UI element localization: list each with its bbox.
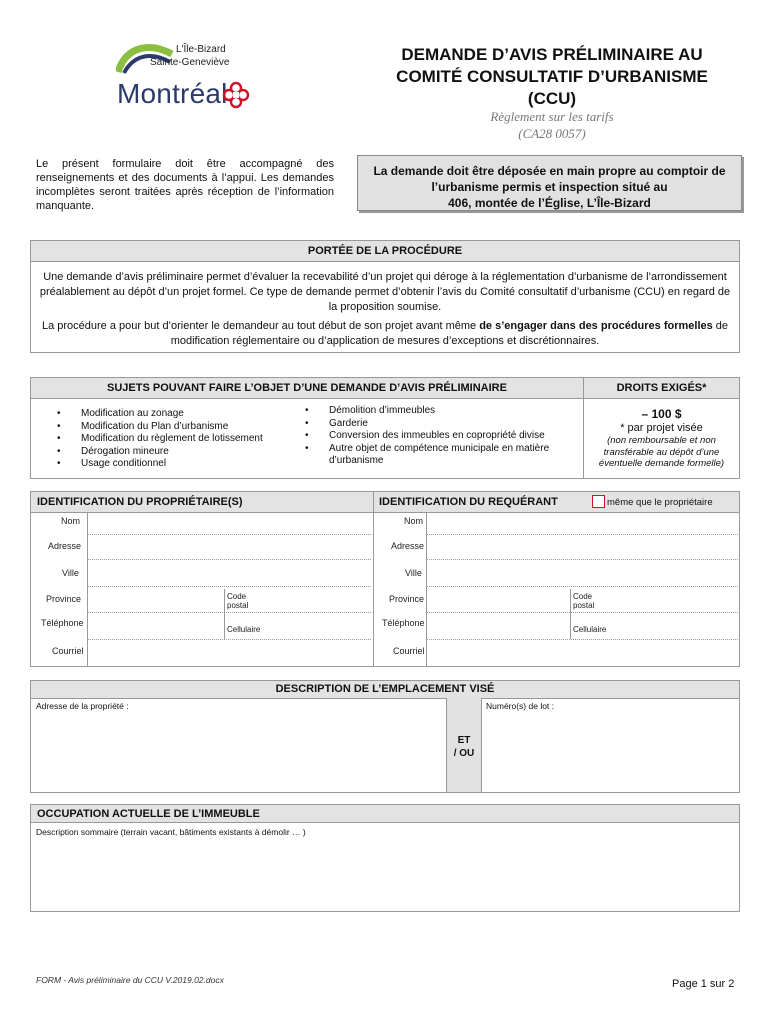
page-number: Page 1 sur 2 bbox=[672, 978, 735, 990]
sujets-section bbox=[30, 377, 740, 479]
logo-line1: L'Île-Bizard bbox=[176, 44, 226, 55]
list-item: • Dérogation mineure bbox=[57, 446, 297, 459]
portee-p2-bold: de s’engager dans des procédures formelles bbox=[479, 320, 713, 332]
requerant-code-postal-label: Code postal bbox=[573, 592, 595, 610]
requerant-header: IDENTIFICATION DU REQUÉRANT bbox=[379, 496, 558, 508]
adresse-propriete-label: Adresse de la propriété : bbox=[36, 701, 129, 711]
occupation-desc-label: Description sommaire (terrain vacant, bâtiments existants à démolir … ) bbox=[36, 827, 306, 837]
intro-text: Le présent formulaire doit être accompagné des renseignements et des documents à l’appui. Les demandes incomplètes seront traitées après réception de l’information manquante. bbox=[36, 158, 334, 212]
owner-nom-field[interactable] bbox=[87, 534, 371, 535]
footer-filename: FORM - Avis préliminaire du CCU V.2019.02.docx bbox=[36, 975, 224, 985]
requerant-courriel-label: Courriel bbox=[393, 646, 425, 656]
sujets-header: SUJETS POUVANT FAIRE L’OBJET D’UNE DEMANDE D’AVIS PRÉLIMINAIRE bbox=[31, 378, 584, 399]
logo-city: Montréal bbox=[117, 78, 228, 109]
owner-ville-field[interactable] bbox=[87, 586, 371, 587]
list-item: • Démolition d’immeubles bbox=[305, 405, 555, 418]
same-as-owner-label: même que le propriétaire bbox=[607, 497, 713, 508]
title-line2: COMITÉ CONSULTATIF D’URBANISME bbox=[396, 67, 708, 86]
list-item: • Modification du Plan d’urbanisme bbox=[57, 421, 297, 434]
requerant-adresse-field[interactable] bbox=[426, 559, 738, 560]
portee-paragraph1: Une demande d’avis préliminaire permet d’évaluer la recevabilité d’un projet qui déroge à la réglementation d’urbanisme de l’arrondissement préalablement au dépôt d’un projet formel. Ce type de demande permet d’obtenir l’avis du Comité consultatif d’urbanisme (CCU) en regard de la proposition soumise. bbox=[39, 271, 731, 313]
title-line3: (CCU) bbox=[527, 89, 577, 108]
owner-province-field[interactable] bbox=[87, 612, 371, 613]
owner-cellulaire-label: Cellulaire bbox=[227, 625, 261, 634]
owner-nom-label: Nom bbox=[61, 516, 81, 526]
list-item: • Modification du règlement de lotissement bbox=[57, 433, 297, 446]
droits-per: * par projet visée bbox=[620, 422, 703, 434]
requerant-nom-field[interactable] bbox=[426, 534, 738, 535]
portee-p2-start: La procédure a pour but d’orienter le demandeur au tout début de son projet avant même bbox=[41, 320, 480, 332]
droits-header: DROITS EXIGÉS* bbox=[584, 378, 739, 399]
occupation-header: OCCUPATION ACTUELLE DE L’IMMEUBLE bbox=[31, 805, 739, 823]
requerant-telephone-label: Téléphone bbox=[382, 618, 425, 628]
notice-line2: l’urbanisme permis et inspection situé au bbox=[431, 180, 668, 194]
portee-p2-end: de modification réglementaire ou d’application de mesures d’exceptions et discrétionnaires. bbox=[170, 320, 729, 347]
owner-adresse-label: Adresse bbox=[48, 541, 82, 551]
sujets-left-list bbox=[57, 408, 297, 471]
list-item: • Modification au zonage bbox=[57, 408, 297, 421]
droits-amount: – 100 $ bbox=[641, 407, 682, 421]
requerant-nom-label: Nom bbox=[404, 516, 424, 526]
emplacement-section bbox=[30, 680, 740, 793]
requerant-adresse-label: Adresse bbox=[391, 541, 425, 551]
same-as-owner-checkbox[interactable] bbox=[592, 495, 605, 508]
owner-ville-label: Ville bbox=[62, 568, 79, 578]
owner-province-label: Province bbox=[46, 594, 82, 604]
emplacement-header: DESCRIPTION DE L’EMPLACEMENT VISÉ bbox=[31, 681, 739, 699]
et-label: ET bbox=[457, 735, 471, 746]
notice-line1: La demande doit être déposée en main propre au comptoir de bbox=[373, 164, 726, 178]
owner-telephone-label: Téléphone bbox=[41, 618, 84, 628]
subtitle-line2: (CA28 0057) bbox=[518, 126, 586, 141]
sujets-right-list bbox=[305, 405, 555, 468]
owner-courriel-label: Courriel bbox=[52, 646, 84, 656]
page-subtitle bbox=[352, 108, 752, 142]
owner-code-postal-label: Code postal bbox=[227, 592, 249, 610]
owner-telephone-field[interactable] bbox=[87, 639, 371, 640]
list-item: • Garderie bbox=[305, 418, 555, 431]
occupation-section bbox=[30, 804, 740, 912]
et-ou-divider bbox=[446, 698, 482, 792]
portee-paragraph2 bbox=[35, 319, 735, 349]
montreal-flower-icon bbox=[221, 80, 251, 110]
owner-adresse-field[interactable] bbox=[87, 559, 371, 560]
portee-header: PORTÉE DE LA PROCÉDURE bbox=[31, 241, 739, 262]
identification-section bbox=[30, 491, 740, 667]
page-title bbox=[352, 44, 752, 110]
requerant-telephone-field[interactable] bbox=[426, 639, 738, 640]
requerant-province-label: Province bbox=[389, 594, 425, 604]
logo-line2: Sainte-Geneviève bbox=[150, 57, 230, 68]
subtitle-line1: Règlement sur les tarifs bbox=[490, 109, 614, 124]
ou-label: / OU bbox=[453, 748, 475, 759]
numero-lot-label: Numéro(s) de lot : bbox=[486, 701, 555, 711]
title-line1: DEMANDE D’AVIS PRÉLIMINAIRE AU bbox=[401, 45, 703, 64]
notice-line3: 406, montée de l’Église, L’Île-Bizard bbox=[448, 196, 651, 210]
portee-section bbox=[30, 240, 740, 353]
requerant-province-field[interactable] bbox=[426, 612, 738, 613]
list-item: • Usage conditionnel bbox=[57, 458, 297, 471]
list-item: • Conversion des immeubles en copropriété divise bbox=[305, 430, 555, 443]
requerant-cellulaire-label: Cellulaire bbox=[573, 625, 607, 634]
notice-box bbox=[357, 155, 742, 211]
droits-note: (non remboursable et non transférable au dépôt d’une éventuelle demande formelle) bbox=[598, 435, 725, 469]
requerant-ville-field[interactable] bbox=[426, 586, 738, 587]
requerant-ville-label: Ville bbox=[405, 568, 422, 578]
list-item: • Autre objet de compétence municipale en matière d’urbanisme bbox=[305, 443, 555, 468]
proprietaire-header: IDENTIFICATION DU PROPRIÉTAIRE(S) bbox=[37, 496, 243, 508]
